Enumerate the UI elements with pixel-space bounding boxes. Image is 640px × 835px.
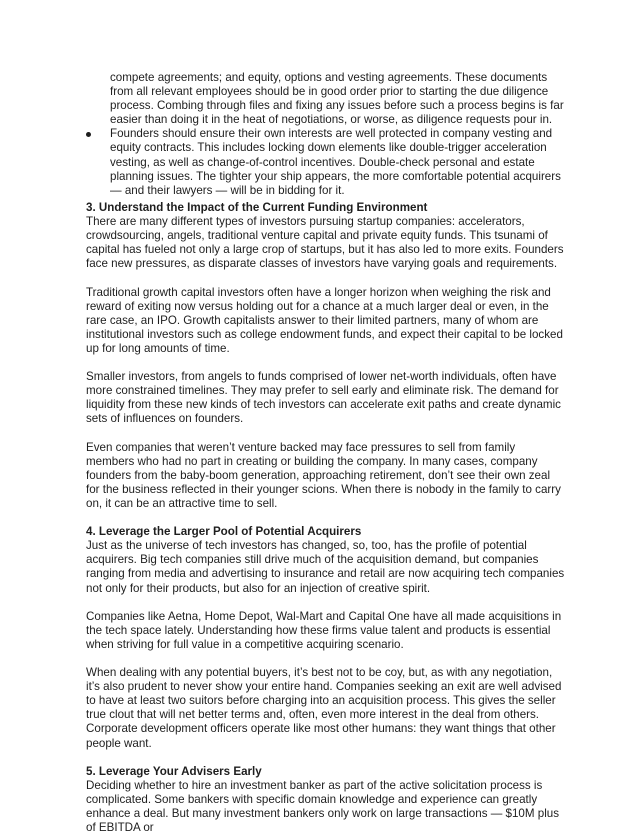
section-funding-environment [86,201,566,511]
paragraph: Smaller investors, from angels to funds comprised of lower net-worth individuals, often have more constrained timelines. They may prefer to sell early and eliminate risk. The demand for liquidity from these new kinds of tech investors can accelerate exit paths and create dynamic sets of influences on founders. [86,370,561,426]
bullet-item [86,71,566,127]
bullet-text: Founders should ensure their own interests are well protected in company vesting and equity contracts. This includes locking down elements like double-trigger acceleration vesting, as well as change-of-control incentives. Double-check personal and estate planning issues. The tighter your ship appears, the more comfortable potential acquirers — and their lawyers — will be in bidding for it. [110,127,561,197]
bullet-text: compete agreements; and equity, options and vesting agreements. These documents from all relevant employees should be in good order prior to starting the due diligence process. Combing through files and fixing any issues before such a process begins is far easier than doing it in the heat of negotiations, or worse, as diligence requests pour in. [110,71,564,127]
paragraph: When dealing with any potential buyers, it’s best not to be coy, but, as with any negotiation, it’s also prudent to never show your entire hand. Companies seeking an exit are well advised to have at least two suitors before charging into an acquisition process. This gives the seller true clout that will net better terms and, often, even more interest in the deal from others. Corporate development officers operate like most other humans: they want things that other people want. [86,666,562,750]
paragraph: There are many different types of investors pursuing startup companies: accelerators, crowdsourcing, angels, traditional venture capital and private equity funds. This tsunami of capital has fueled not only a large crop of startups, but it has also led to more exits. Founders face new pressures, as disparate classes of investors have varying goals and requirements. [86,215,564,271]
section-potential-acquirers [86,525,566,751]
section-heading: 3. Understand the Impact of the Current Funding Environment [86,201,428,214]
section-heading: 5. Leverage Your Advisers Early [86,764,262,778]
paragraph: Traditional growth capital investors often have a longer horizon when weighing the risk and reward of exiting now versus holding out for a chance at a much larger deal or even, in the rare case, an IPO. Growth capitalists answer to their limited partners, many of whom are institutional investors such as college endowment funds, and expect their capital to be locked up for long amounts of time. [86,285,563,355]
paragraph: Deciding whether to hire an investment banker as part of the active solicitation process is complicated. Some bankers with specific domain knowledge and experience can greatly enhance a deal. But many investment bankers only work on large transactions — $10M plus of EBITDA or [86,778,560,835]
bullet-item [86,127,566,197]
bullet-list [86,71,566,198]
paragraph: Companies like Aetna, Home Depot, Wal-Mart and Capital One have all made acquisitions in the tech space lately. Understanding how these firms value talent and products is essential when striving for full value in a competitive acquiring scenario. [86,609,562,651]
section-heading: 4. Leverage the Larger Pool of Potential Acquirers [86,525,362,539]
article-body [86,201,566,835]
section-advisers [86,765,566,835]
paragraph: Even companies that weren’t venture backed may face pressures to sell from family members who had no part in creating or building the company. In many cases, company founders from the baby-boom generation, approaching retirement, don’t see their own zeal for the business reflected in their younger scions. When there is nobody in the family to carry on, it can be an attractive time to sell. [86,440,561,510]
paragraph: Just as the universe of tech investors has changed, so, too, has the profile of potential acquirers. Big tech companies still drive much of the acquisition demand, but companies ranging from media and advertising to insurance and retail are now acquiring tech companies not only for their products, but also for an injection of creative spirit. [86,539,565,595]
bullet-dot [86,132,91,137]
